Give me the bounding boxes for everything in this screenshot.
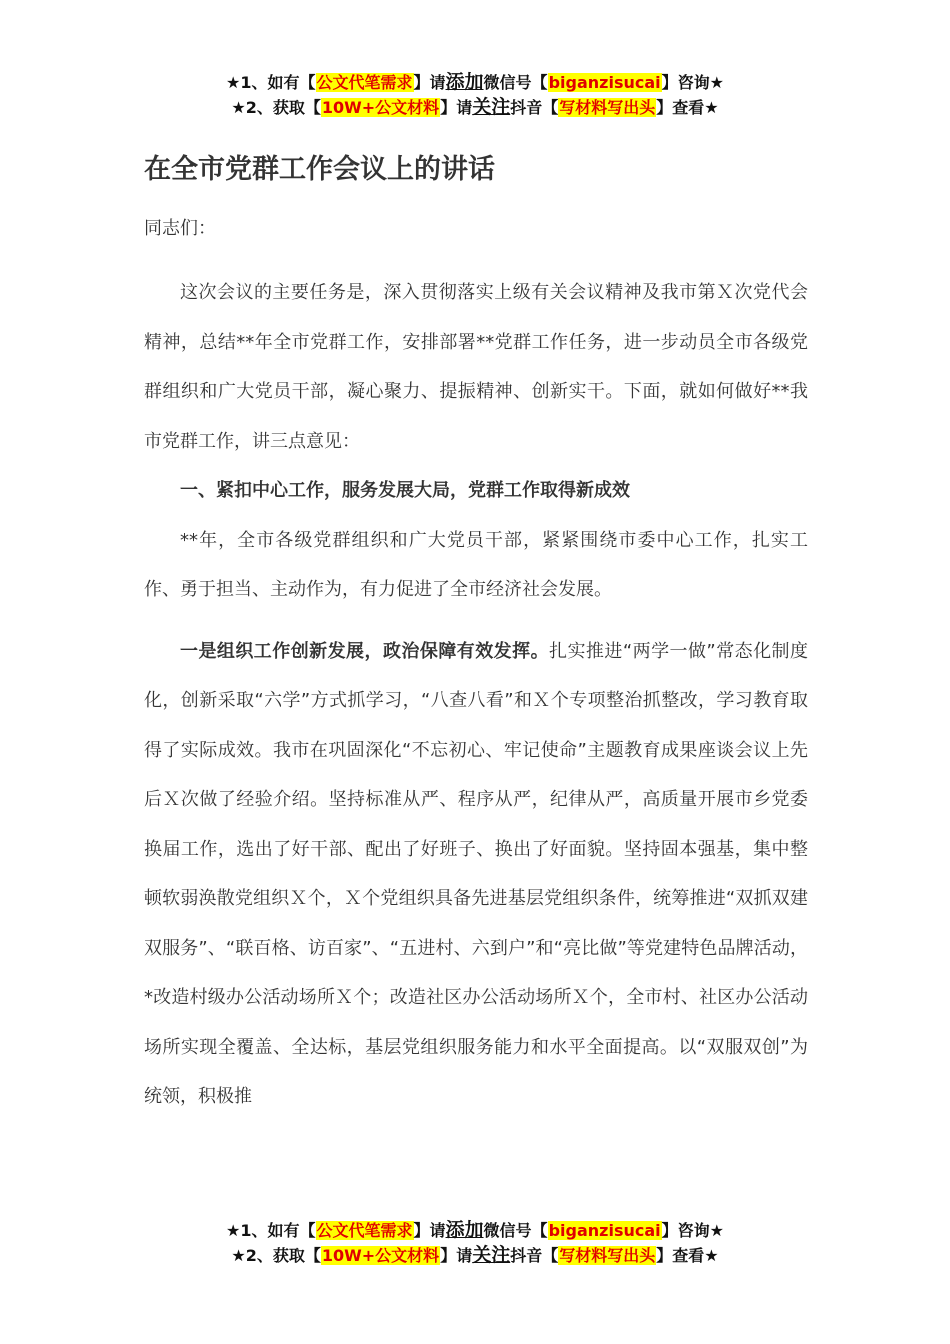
header-banner: [0, 70, 950, 120]
banner-text: 】咨询★: [661, 1221, 724, 1240]
banner-text: 】请: [413, 73, 446, 92]
banner-text: 】请: [440, 1246, 473, 1265]
banner-emphasis: 关注: [472, 1244, 511, 1266]
banner-douyin-id: 写材料写出头: [559, 98, 656, 117]
banner-text: 抖音【: [510, 98, 559, 117]
banner-line-2: [0, 95, 950, 120]
banner-line-1: [0, 1218, 950, 1243]
banner-line-2: [0, 1243, 950, 1268]
banner-emphasis: 添加: [445, 71, 484, 93]
banner-highlight: 10W+公文材料: [321, 98, 440, 117]
banner-wechat-id: biganzisucai: [548, 1221, 661, 1240]
banner-text: ★2、获取【: [231, 1246, 321, 1265]
paragraph-summary: **年，全市各级党群组织和广大党员干部，紧紧围绕市委中心工作，扎实工作、勇于担当、主动作为，有力促进了全市经济社会发展。: [144, 529, 808, 600]
banner-text: ★1、如有【: [226, 1221, 316, 1240]
banner-text: 】请: [413, 1221, 446, 1240]
banner-text: ★1、如有【: [226, 73, 316, 92]
banner-text: 】请: [440, 98, 473, 117]
banner-highlight: 公文代笔需求: [316, 1221, 413, 1240]
banner-emphasis: 关注: [472, 96, 511, 118]
banner-text: ★2、获取【: [231, 98, 321, 117]
banner-line-1: [0, 70, 950, 95]
paragraph-organization: [144, 627, 808, 1122]
banner-highlight: 10W+公文材料: [321, 1246, 440, 1265]
footer-banner: [0, 1218, 950, 1268]
banner-text: 抖音【: [510, 1246, 559, 1265]
banner-text: 】查看★: [656, 98, 719, 117]
section-heading-1: 一、紧扣中心工作，服务发展大局，党群工作取得新成效: [180, 480, 630, 501]
banner-highlight: 公文代笔需求: [316, 73, 413, 92]
banner-text: 微信号【: [483, 73, 548, 92]
document-body: [144, 148, 808, 1122]
banner-douyin-id: 写材料写出头: [559, 1246, 656, 1265]
banner-text: 】咨询★: [661, 73, 724, 92]
paragraph-lead: 一是组织工作创新发展，政治保障有效发挥。: [180, 640, 550, 662]
banner-emphasis: 添加: [445, 1219, 484, 1241]
paragraph-intro: 这次会议的主要任务是，深入贯彻落实上级有关会议精神及我市第Ｘ次党代会精神，总结**年全市党群工作，安排部署**党群工作任务，进一步动员全市各级党群组织和广大党员干部，凝心聚力、提振精神、创新实干。下面，就如何做好**我市党群工作，讲三点意见：: [144, 282, 808, 452]
banner-wechat-id: biganzisucai: [548, 73, 661, 92]
salutation: 同志们：: [144, 218, 216, 239]
paragraph-body: 扎实推进“两学一做”常态化制度化，创新采取“六学”方式抓学习，“八查八看”和Ｘ个专项整治抓整改，学习教育取得了实际成效。我市在巩固深化“不忘初心、牢记使命”主题教育成果座谈会议上先后Ｘ次做了经验介绍。坚持标准从严、程序从严，纪律从严，高质量开展市乡党委换届工作，选出了好干部、配出了好班子、换出了好面貌。坚持固本强基，集中整顿软弱涣散党组织Ｘ个，Ｘ个党组织具备先进基层党组织条件，统筹推进“双抓双建双服务”、“联百格、访百家”、“五进村、六到户”和“亮比做”等党建特色品牌活动，*改造村级办公活动场所Ｘ个；改造社区办公活动场所Ｘ个，全市村、社区办公活动场所实现全覆盖、全达标，基层党组织服务能力和水平全面提高。以“双服双创”为统领，积极推: [144, 640, 808, 1107]
banner-text: 】查看★: [656, 1246, 719, 1265]
document-title: 在全市党群工作会议上的讲话: [144, 154, 495, 185]
banner-text: 微信号【: [483, 1221, 548, 1240]
